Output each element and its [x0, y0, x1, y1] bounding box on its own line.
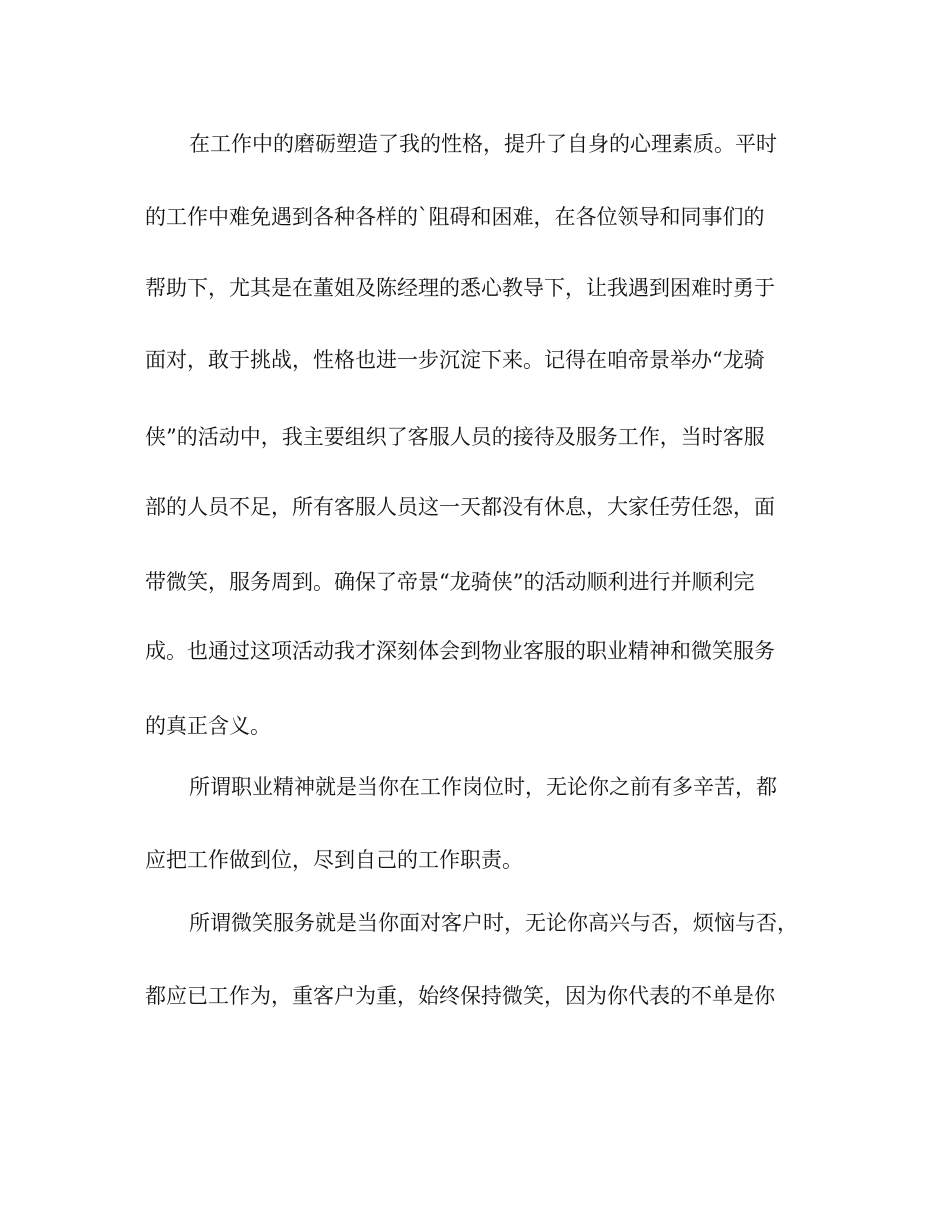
paragraph-1-line-5: 侠”的活动中，我主要组织了客服人员的接待及服务工作，当时客服 [145, 425, 765, 449]
paragraph-1-line-7: 带微笑，服务周到。确保了帝景“龙骑侠”的活动顺利进行并顺利完 [145, 570, 755, 594]
paragraph-1-line-3: 帮助下，尤其是在董姐及陈经理的悉心教导下，让我遇到困难时勇于 [145, 276, 775, 300]
paragraph-1-line-9: 的真正含义。 [145, 714, 271, 738]
paragraph-2-line-2: 应把工作做到位，尽到自己的工作职责。 [145, 848, 523, 872]
paragraph-3-line-1: 所谓微笑服务就是当你面对客户时，无论你高兴与否，烦恼与否， [189, 911, 798, 935]
paragraph-1-line-2: 的工作中难免遇到各种各样的`阻碍和困难，在各位领导和同事们的 [145, 205, 765, 229]
paragraph-1-line-1: 在工作中的磨砺塑造了我的性格，提升了自身的心理素质。平时 [189, 132, 777, 156]
paragraph-3-line-2: 都应已工作为，重客户为重，始终保持微笑，因为你代表的不单是你 [145, 984, 775, 1008]
paragraph-1-line-8: 成。也通过这项活动我才深刻体会到物业客服的职业精神和微笑服务 [145, 639, 775, 663]
paragraph-1-line-6: 部的人员不足，所有客服人员这一天都没有休息，大家任劳任怨，面 [145, 495, 775, 519]
paragraph-2-line-1: 所谓职业精神就是当你在工作岗位时，无论你之前有多辛苦，都 [189, 775, 777, 799]
paragraph-1-line-4: 面对，敢于挑战，性格也进一步沉淀下来。记得在咱帝景举办“龙骑 [145, 348, 765, 372]
